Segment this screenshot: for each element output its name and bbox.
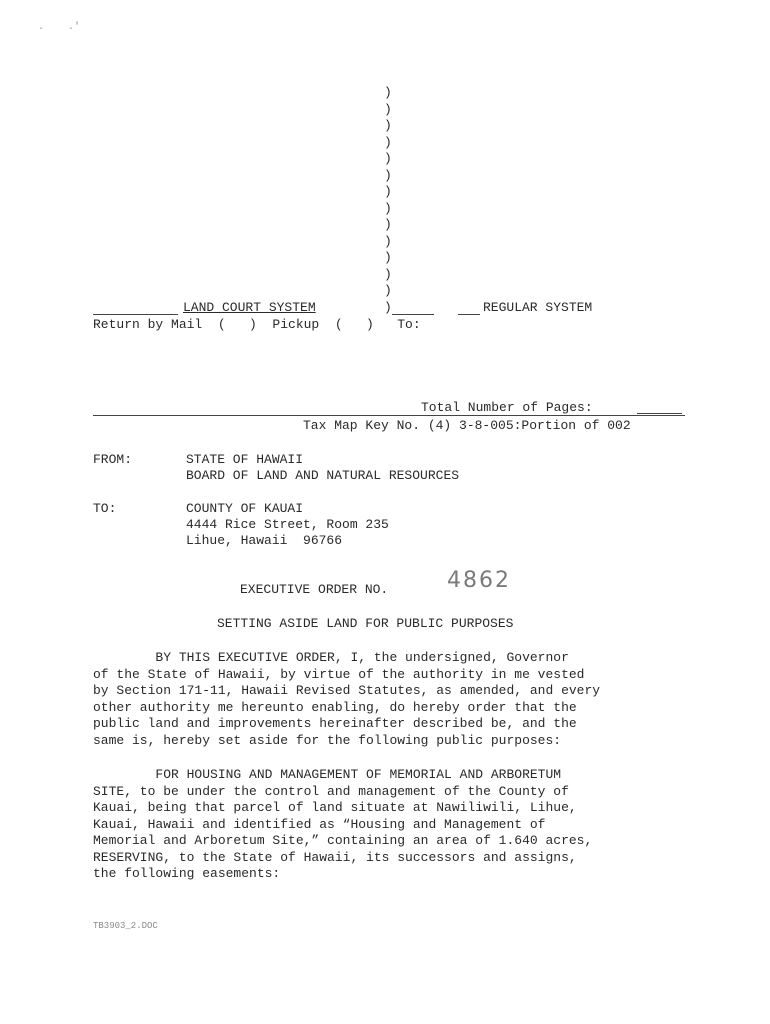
paragraph-line: FOR HOUSING AND MANAGEMENT OF MEMORIAL AND ARBORETUM	[93, 767, 562, 782]
regular-system-label: REGULAR SYSTEM	[483, 300, 593, 315]
paragraph-line: other authority me hereunto enabling, do hereby order that the	[93, 699, 577, 715]
paragraph-line: the following easements:	[93, 866, 281, 881]
executive-order-label: EXECUTIVE ORDER NO.	[240, 582, 389, 597]
paragraph-line: by Section 171-11, Hawaii Revised Statutes, as amended, and every	[93, 683, 601, 698]
parenthesis-mark: )	[384, 101, 392, 117]
land-court-blank-line	[93, 314, 178, 315]
paragraph-line: public land and improvements hereinafter described be, and the	[93, 716, 577, 731]
land-court-label: LAND COURT SYSTEM	[183, 300, 316, 315]
footer-document-code: TB3903_2.DOC	[93, 921, 158, 931]
parenthesis-mark: )	[384, 233, 392, 249]
tax-map-key: Tax Map Key No. (4) 3-8-005:Portion of 002	[303, 418, 631, 433]
paragraph-purpose	[93, 767, 693, 883]
parenthesis-mark: )	[384, 217, 392, 232]
paragraph-line: RESERVING, to the State of Hawaii, its successors and assigns,	[93, 849, 577, 865]
paragraph-line: of the State of Hawaii, by virtue of the authority in me vested	[93, 666, 585, 682]
paragraph-authority	[93, 650, 693, 749]
to-line-2: 4444 Rice Street, Room 235	[186, 517, 389, 532]
from-label: FROM:	[93, 452, 133, 467]
paragraph-line: SITE, to be under the control and management of the County of	[93, 783, 569, 799]
return-by-line: Return by Mail ( ) Pickup ( ) To:	[93, 317, 421, 332]
parenthesis-mark: )	[384, 184, 392, 199]
parenthesis-mark: )	[384, 167, 392, 183]
to-label: TO:	[93, 501, 117, 516]
paragraph-line: Kauai, Hawaii and identified as “Housing and Management of	[93, 816, 546, 832]
from-line-1: STATE OF HAWAII	[186, 452, 304, 467]
parenthesis-mark: )	[384, 134, 392, 150]
regular-blank-line-left	[392, 314, 434, 315]
parenthesis-mark: )	[384, 250, 392, 265]
to-line-1: COUNTY OF KAUAI	[186, 501, 304, 516]
header-divider	[93, 415, 685, 416]
parenthesis-mark: )	[384, 200, 392, 216]
parenthesis-mid: )	[384, 300, 392, 315]
paragraph-line: BY THIS EXECUTIVE ORDER, I, the undersigned, Governor	[93, 650, 569, 665]
paragraph-line: same is, hereby set aside for the following public purposes:	[93, 732, 562, 748]
scan-marks: . .'	[38, 22, 81, 33]
executive-order-number: 4862	[447, 568, 511, 593]
from-line-2: BOARD OF LAND AND NATURAL RESOURCES	[186, 468, 460, 483]
parenthesis-mark: )	[384, 118, 392, 133]
paragraph-line: Memorial and Arboretum Site,” containing an area of 1.640 acres,	[93, 833, 593, 848]
parenthesis-mark: )	[384, 85, 392, 100]
parenthesis-mark: )	[384, 151, 392, 166]
parenthesis-mark: )	[384, 283, 392, 298]
document-subtitle: SETTING ASIDE LAND FOR PUBLIC PURPOSES	[217, 616, 514, 631]
total-pages-blank	[637, 413, 682, 414]
parenthesis-mark: )	[384, 266, 392, 282]
paragraph-line: Kauai, being that parcel of land situate at Nawiliwili, Lihue,	[93, 800, 577, 815]
to-line-3: Lihue, Hawaii 96766	[186, 533, 343, 548]
total-pages-label: Total Number of Pages:	[421, 400, 593, 415]
regular-blank-line-right	[458, 314, 480, 315]
